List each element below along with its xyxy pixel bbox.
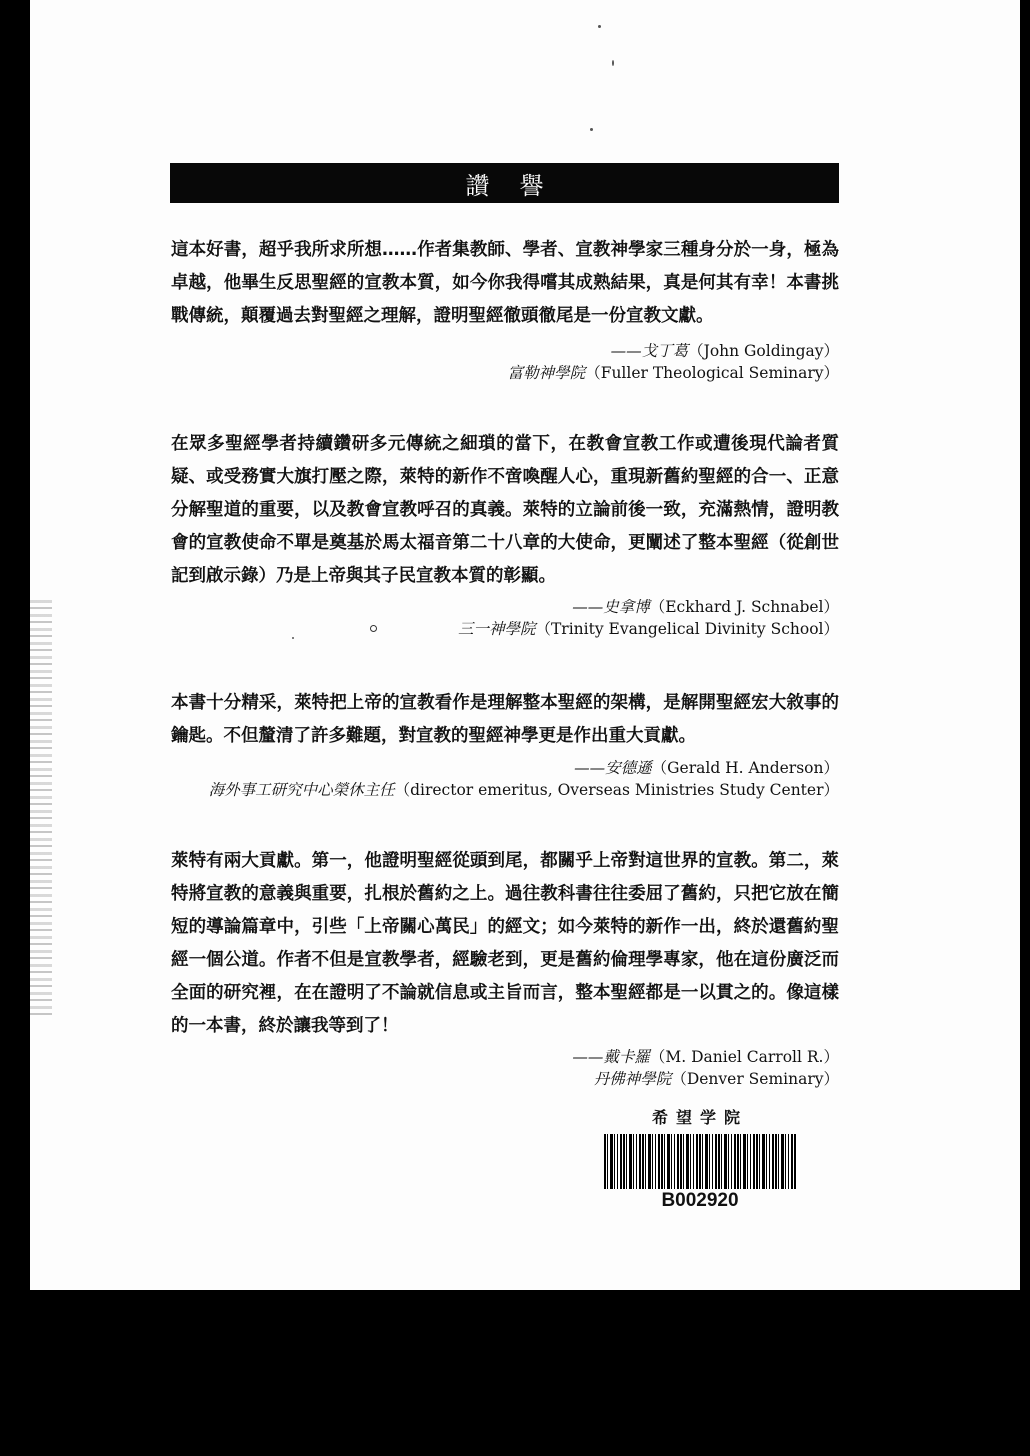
org-name-zh: 富勒神學院 xyxy=(507,364,586,382)
endorsement-attribution xyxy=(209,757,839,801)
barcode-number: B002920 xyxy=(661,1190,739,1211)
scan-edge-artifact xyxy=(30,600,52,1020)
barcode xyxy=(604,1134,797,1189)
scan-speck xyxy=(370,625,377,632)
endorsement-attribution xyxy=(508,340,839,384)
library-name: 希望学院 xyxy=(651,1108,748,1127)
org-name-zh: 丹佛神學院 xyxy=(593,1070,672,1088)
endorsement-attribution xyxy=(458,596,839,640)
author-name-en: （M. Daniel Carroll R.） xyxy=(649,1048,839,1066)
org-line xyxy=(209,779,839,801)
author-name-en: （Eckhard J. Schnabel） xyxy=(649,598,839,616)
org-name-zh: 海外事工研究中心榮休主任 xyxy=(208,781,395,799)
section-title: 讚譽 xyxy=(465,171,574,200)
endorsement-quote: 在眾多聖經學者持續鑽研多元傳統之細瑣的當下，在教會宣教工作或遭後現代論者質疑、或受務實大旗打壓之際，萊特的新作不啻喚醒人心，重現新舊約聖經的合一、正意分解聖道的重要，以及教會宣教呼召的真義。萊特的立論前後一致，充滿熱情，證明教會的宣教使命不單是奠基於馬太福音第二十八章的大使命，更闡述了整本聖經（從創世記到啟示錄）乃是上帝與其子民宣教本質的彰顯。 xyxy=(171,434,839,586)
author-line xyxy=(572,1046,839,1068)
scan-speck xyxy=(590,128,593,131)
org-name-en: （director emeritus, Overseas Ministries Study Center） xyxy=(394,781,839,799)
org-name-en: （Fuller Theological Seminary） xyxy=(585,364,839,382)
library-barcode-label xyxy=(600,1105,800,1212)
scan-speck xyxy=(292,637,294,639)
org-name-en: （Denver Seminary） xyxy=(671,1070,839,1088)
author-name-zh: ——戴卡羅 xyxy=(572,1048,650,1066)
org-line xyxy=(458,618,839,640)
author-name-zh: ——史拿博 xyxy=(572,598,650,616)
scan-speck xyxy=(612,60,614,66)
org-line xyxy=(572,1068,839,1090)
endorsement-quote: 這本好書，超乎我所求所想……作者集教師、學者、宣教神學家三種身分於一身，極為卓越，他畢生反思聖經的宣教本質，如今你我得嚐其成熟結果，真是何其有幸！本書挑戰傳統，顛覆過去對聖經之理解，證明聖經徹頭徹尾是一份宣教文獻。 xyxy=(171,240,839,326)
scan-speck xyxy=(598,25,601,28)
author-name-en: （John Goldingay） xyxy=(688,342,839,360)
author-line xyxy=(209,757,839,779)
author-name-zh: ——安德遜 xyxy=(574,759,652,777)
endorsement-attribution xyxy=(572,1046,839,1090)
section-header-bar xyxy=(170,163,839,203)
author-name-zh: ——戈丁葛 xyxy=(610,342,689,360)
org-name-en: （Trinity Evangelical Divinity School） xyxy=(535,620,839,638)
org-line xyxy=(508,362,839,384)
org-name-zh: 三一神學院 xyxy=(457,620,536,638)
author-line xyxy=(458,596,839,618)
author-name-en: （Gerald H. Anderson） xyxy=(651,759,839,777)
author-line xyxy=(508,340,839,362)
endorsement-quote: 萊特有兩大貢獻。第一，他證明聖經從頭到尾，都關乎上帝對這世界的宣教。第二，萊特將宣教的意義與重要，扎根於舊約之上。過往教科書往往委屈了舊約，只把它放在簡短的導論篇章中，引些「上帝關心萬民」的經文；如今萊特的新作一出，終於還舊約聖經一個公道。作者不但是宣教學者，經驗老到，更是舊約倫理學專家，他在這份廣泛而全面的研究裡，在在證明了不論就信息或主旨而言，整本聖經都是一以貫之的。像這樣的一本書，終於讓我等到了！ xyxy=(171,851,839,1036)
endorsement-quote: 本書十分精采，萊特把上帝的宣教看作是理解整本聖經的架構，是解開聖經宏大敘事的鑰匙。不但釐清了許多難題，對宣教的聖經神學更是作出重大貢獻。 xyxy=(171,693,839,746)
